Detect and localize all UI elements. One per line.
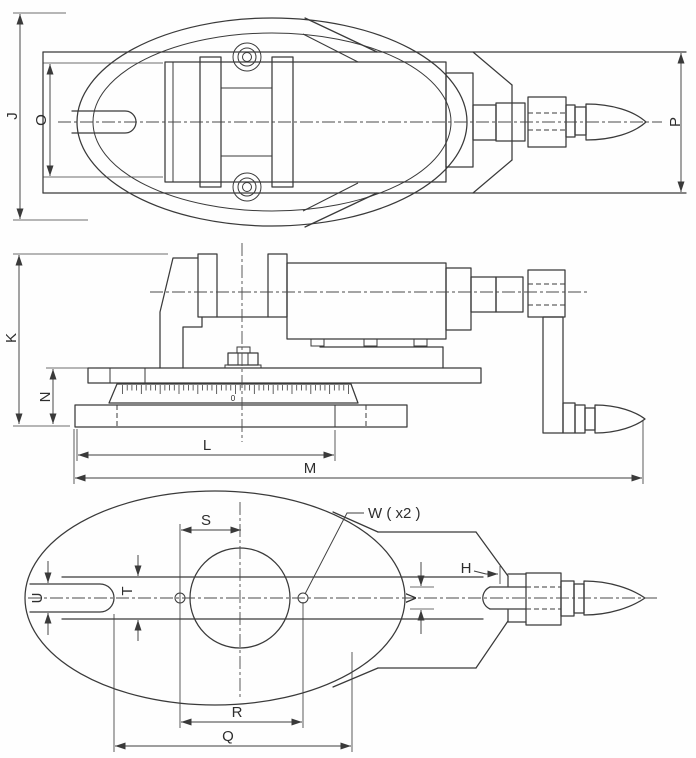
- screw-housing: [287, 263, 446, 339]
- dim-label-L: L: [202, 437, 212, 454]
- handle-hub: [528, 270, 565, 317]
- swivel-plate: [88, 368, 481, 383]
- handle-knob-side: [595, 405, 645, 433]
- dim-label-O: O: [33, 114, 50, 126]
- scale-ticks: [123, 385, 349, 394]
- dim-label-M: M: [303, 460, 317, 477]
- dim-S: [181, 512, 241, 530]
- dim-R: [181, 704, 302, 722]
- dim-P: [667, 53, 684, 192]
- jaw-bolt-bottom: [233, 173, 261, 201]
- dim-label-Q: Q: [222, 728, 234, 745]
- dim-label-S: S: [200, 512, 212, 529]
- dim-M: [74, 420, 643, 484]
- dim-label-J: J: [4, 112, 21, 120]
- dim-label-H: H: [460, 560, 472, 577]
- jaw-bolt-top: [233, 43, 261, 71]
- dim-K: [3, 254, 168, 426]
- side-view: [3, 243, 645, 484]
- dim-W: [305, 505, 421, 594]
- fixed-jaw-plate-side: [198, 254, 217, 317]
- dim-label-R: R: [231, 704, 243, 721]
- dim-label-T: T: [119, 586, 136, 596]
- slide-band-outline: [43, 52, 686, 193]
- screw-clevis-bottom: [483, 573, 645, 625]
- scale-zero-label: 0: [230, 394, 236, 403]
- dim-label-W: W ( x2 ): [368, 505, 421, 522]
- screw-assembly-side: [446, 268, 565, 330]
- graduated-scale: [109, 384, 358, 403]
- screw-assembly-top: [446, 73, 646, 167]
- dim-N: [37, 368, 96, 424]
- gib-screw: [364, 339, 377, 346]
- crank-arm: [543, 317, 563, 433]
- fixed-jaw-outline: [160, 258, 198, 368]
- dim-label-N: N: [37, 391, 54, 403]
- fixed-jaw-base-step: [183, 317, 202, 368]
- dim-Q: [114, 614, 352, 752]
- base-pointed-extension: [303, 18, 512, 227]
- swivel-clamp-nut: [225, 347, 261, 368]
- dim-H: [461, 560, 500, 584]
- movable-jaw-plate-side: [268, 254, 287, 317]
- dim-label-K: K: [3, 332, 20, 344]
- crank-handle: [543, 317, 645, 433]
- bottom-view: [25, 491, 658, 752]
- dim-O: [33, 63, 163, 177]
- dim-label-U: U: [29, 592, 46, 604]
- screw-nut-bottom: [526, 573, 561, 625]
- dim-L: [77, 429, 335, 461]
- handle-knob-bottom: [584, 581, 645, 615]
- base-pointed-extension-bottom: [333, 512, 508, 687]
- gib-screw: [311, 339, 324, 346]
- dim-label-P: P: [667, 116, 684, 128]
- top-view: [4, 13, 686, 227]
- gib-screw: [414, 339, 427, 346]
- dim-label-V: V: [403, 592, 420, 604]
- base-plate: [75, 405, 407, 427]
